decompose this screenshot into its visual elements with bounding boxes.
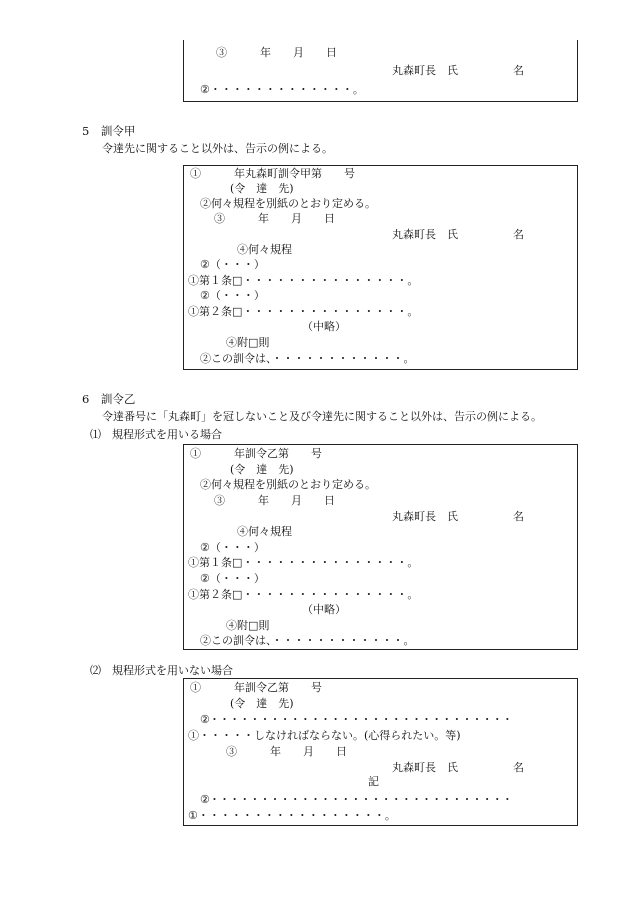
s6a-line1: ① 年訓令乙第 号 [190, 447, 322, 460]
s5-line13: ②この訓令は、・・・・・・・・・・・・。 [200, 352, 415, 365]
s5-line9: ②（・・・） [200, 289, 265, 302]
s6a-line2: (令 達 先) [230, 463, 294, 476]
s6a-line4: ③ 年 月 日 [214, 494, 335, 507]
s5-line2: (令 達 先) [230, 182, 294, 195]
s5-line1: ① 年丸森町訓令甲第 号 [190, 167, 355, 180]
section5-heading: 5 訓令甲 [82, 124, 136, 138]
s6a-line13: ②この訓令は、・・・・・・・・・・・・。 [200, 634, 415, 647]
s5-line3: ②何々規程を別紙のとおり定める。 [200, 197, 376, 210]
s5-line12: ④附□則 [226, 336, 270, 349]
s6a-line5: 丸森町長 氏 名 [392, 510, 524, 523]
section6-intro: 令達番号に「丸森町」を冠しないこと及び令達先に関すること以外は、告示の例による。 [102, 410, 542, 423]
s6a-line8: ①第１条□・・・・・・・・・・・・・・・。 [188, 556, 419, 569]
s6a-line10: ①第２条□・・・・・・・・・・・・・・・。 [188, 588, 419, 601]
s6a-line12: ④附□則 [226, 619, 270, 632]
top-date-line: ③ 年 月 日 [216, 46, 337, 59]
s6b-line6: 丸森町長 氏 名 [392, 761, 524, 774]
s6a-line9: ②（・・・） [200, 572, 265, 585]
section6-sub1-heading: ⑴ 規程形式を用いる場合 [90, 428, 222, 441]
s6b-line3: ②・・・・・・・・・・・・・・・・・・・・・・・・・・・・・・ [200, 713, 512, 726]
top-body-line: ②・・・・・・・・・・・・・。 [200, 83, 364, 96]
s6b-line1: ① 年訓令乙第 号 [190, 681, 322, 694]
s6b-line7: 記 [368, 775, 379, 788]
top-mayor-line: 丸森町長 氏 名 [392, 64, 524, 77]
s6b-line4: ①・・・・・しなければならない。(心得られたい。等) [188, 729, 461, 742]
s5-line8: ①第１条□・・・・・・・・・・・・・・・。 [188, 274, 419, 287]
s5-line6: ④何々規程 [237, 243, 292, 256]
s6b-line9: ①・・・・・・・・・・・・・・・・・。 [188, 809, 396, 822]
s5-line5: 丸森町長 氏 名 [392, 228, 524, 241]
s6b-line8: ②・・・・・・・・・・・・・・・・・・・・・・・・・・・・・・ [200, 793, 512, 806]
s6a-line3: ②何々規程を別紙のとおり定める。 [200, 478, 376, 491]
s6a-line6: ④何々規程 [237, 525, 292, 538]
s6b-line5: ③ 年 月 日 [226, 745, 347, 758]
s6a-line11: （中略） [302, 603, 346, 616]
s5-line7: ②（・・・） [200, 258, 265, 271]
s5-line4: ③ 年 月 日 [214, 212, 335, 225]
s6b-line2: (令 達 先) [230, 697, 294, 710]
section6-sub2-heading: ⑵ 規程形式を用いない場合 [90, 664, 233, 677]
s6a-line7: ②（・・・） [200, 541, 265, 554]
section5-intro: 令達先に関すること以外は、告示の例による。 [102, 142, 333, 155]
s5-line11: （中略） [302, 320, 346, 333]
s5-line10: ①第２条□・・・・・・・・・・・・・・・。 [188, 305, 419, 318]
section6-heading: 6 訓令乙 [82, 392, 136, 406]
